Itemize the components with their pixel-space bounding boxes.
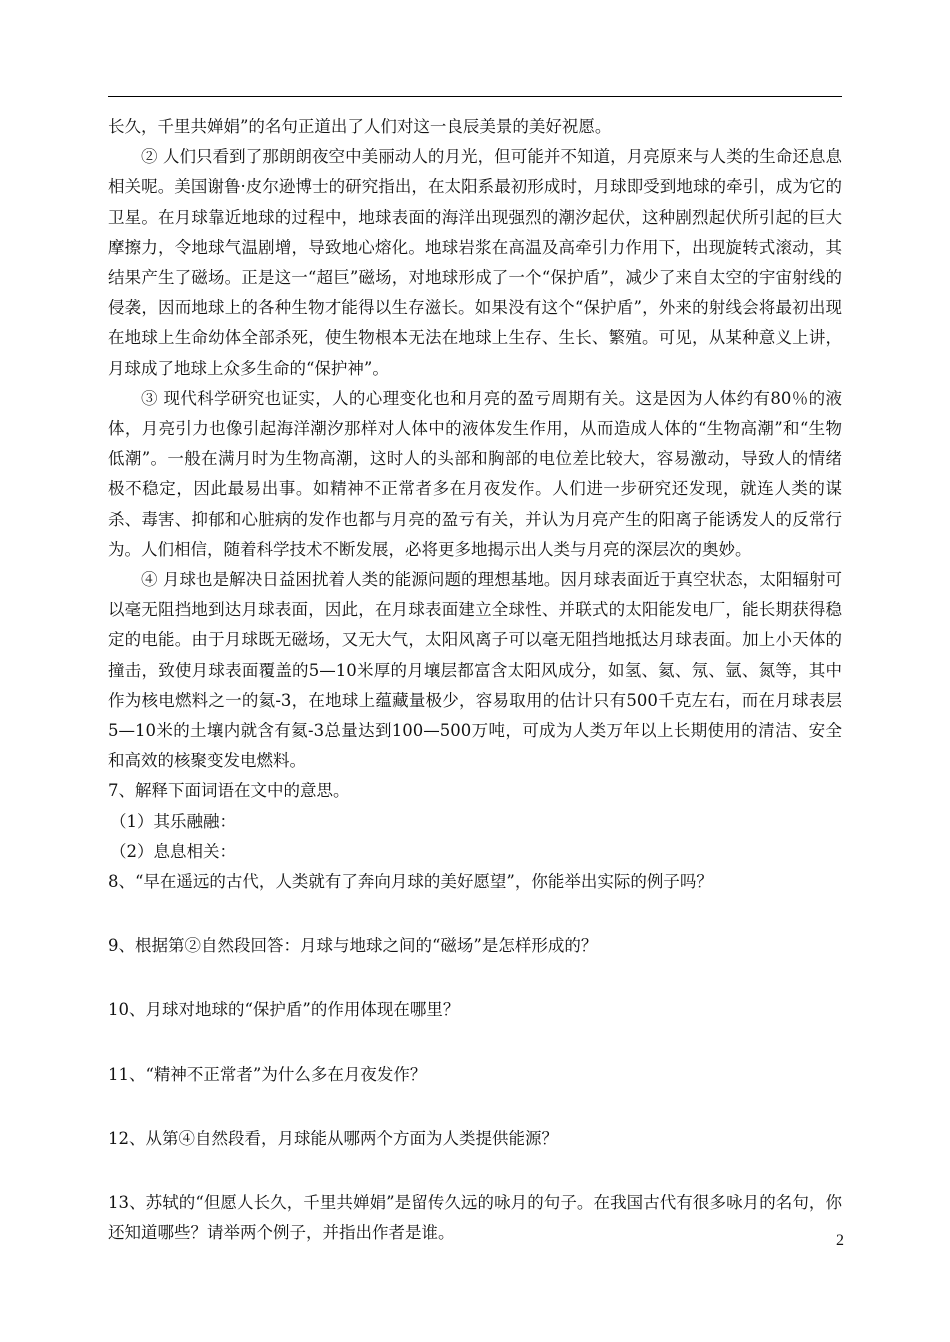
paragraph-1-continued: 长久，千里共婵娟”的名句正道出了人们对这一良辰美景的美好祝愿。 [108, 117, 612, 136]
question-7-1: （1）其乐融融： [110, 811, 236, 831]
question-7: 7、解释下面词语在文中的意思。 [108, 781, 350, 801]
header-rule [108, 96, 842, 97]
question-9: 9、根据第②自然段回答：月球与地球之间的“磁场”是怎样形成的？ [108, 936, 598, 956]
question-8: 8、“早在遥远的古代，人类就有了奔向月球的美好愿望”，你能举出实际的例子吗？ [108, 872, 713, 892]
answer-space [108, 1154, 842, 1188]
page-number: 2 [836, 1232, 844, 1249]
answer-space [108, 1026, 842, 1060]
question-13: 13、苏轼的“但愿人长久，千里共婵娟”是留传久远的咏月的句子。在我国古代有很多咏月的名句，你还知道哪些？请举两个例子，并指出作者是谁。 [108, 1193, 842, 1243]
paragraph-4: ④ 月球也是解决日益困扰着人类的能源问题的理想基地。因月球表面近于真空状态，太阳辐射可以毫无阻挡地到达月球表面，因此，在月球表面建立全球性、并联式的太阳能发电厂，能长期获得稳定的电能。由于月球既无磁场，又无大气，太阳风离子可以毫无阻挡地抵达月球表面。加上小天体的撞击，致使月球表面覆盖的5—10米厚的月壤层都富含太阳风成分，如氢、氦、氖、氩、氮等，其中作为核电燃料之一的氦-3，在地球上蕴藏量极少，容易取用的估计只有500千克左右，而在月球表层5—10米的土壤内就含有氦-3总量达到100—500万吨，可成为人类万年以上长期使用的清洁、安全和高效的核聚变发电燃料。 [108, 570, 842, 771]
question-7-2: （2）息息相关： [110, 841, 236, 861]
answer-space [108, 1090, 842, 1124]
paragraph-3: ③ 现代科学研究也证实，人的心理变化也和月亮的盈亏周期有关。这是因为人体约有80％的液体，月亮引力也像引起海洋潮汐那样对人体中的液体发生作用，从而造成人体的“生物高潮”和“生物低潮”。一般在满月时为生物高潮，这时人的头部和胸部的电位差比较大，容易激动，导致人的情绪极不稳定，因此最易出事。如精神不正常者多在月夜发作。人们进一步研究还发现，就连人类的谋杀、毒害、抑郁和心脏病的发作也都与月亮的盈亏有关，并认为月亮产生的阳离子能诱发人的反常行为。人们相信，随着科学技术不断发展，必将更多地揭示出人类与月亮的深层次的奥妙。 [108, 388, 842, 559]
answer-space [108, 897, 842, 931]
answer-space [108, 961, 842, 995]
document-body [108, 112, 842, 1249]
paragraph-2: ② 人们只看到了那朗朗夜空中美丽动人的月光，但可能并不知道，月亮原来与人类的生命还息息相关呢。美国谢鲁·皮尔逊博士的研究指出，在太阳系最初形成时，月球即受到地球的牵引，成为它的卫星。在月球靠近地球的过程中，地球表面的海洋出现强烈的潮汐起伏，这种剧烈起伏所引起的巨大摩擦力，令地球气温剧增，导致地心熔化。地球岩浆在高温及高牵引力作用下，出现旋转式滚动，其结果产生了磁场。正是这一“超巨”磁场，对地球形成了一个“保护盾”，减少了来自太空的宇宙射线的侵袭，因而地球上的各种生物才能得以生存滋长。如果没有这个“保护盾”，外来的射线会将最初出现在地球上生命幼体全部杀死，使生物根本无法在地球上生存、生长、繁殖。可见，从某种意义上讲，月球成了地球上众多生命的“保护神”。 [108, 147, 842, 378]
question-11: 11、“精神不正常者”为什么多在月夜发作？ [108, 1064, 427, 1084]
question-10: 10、月球对地球的“保护盾”的作用体现在哪里？ [108, 1000, 460, 1020]
question-12: 12、从第④自然段看，月球能从哪两个方面为人类提供能源？ [108, 1128, 558, 1148]
